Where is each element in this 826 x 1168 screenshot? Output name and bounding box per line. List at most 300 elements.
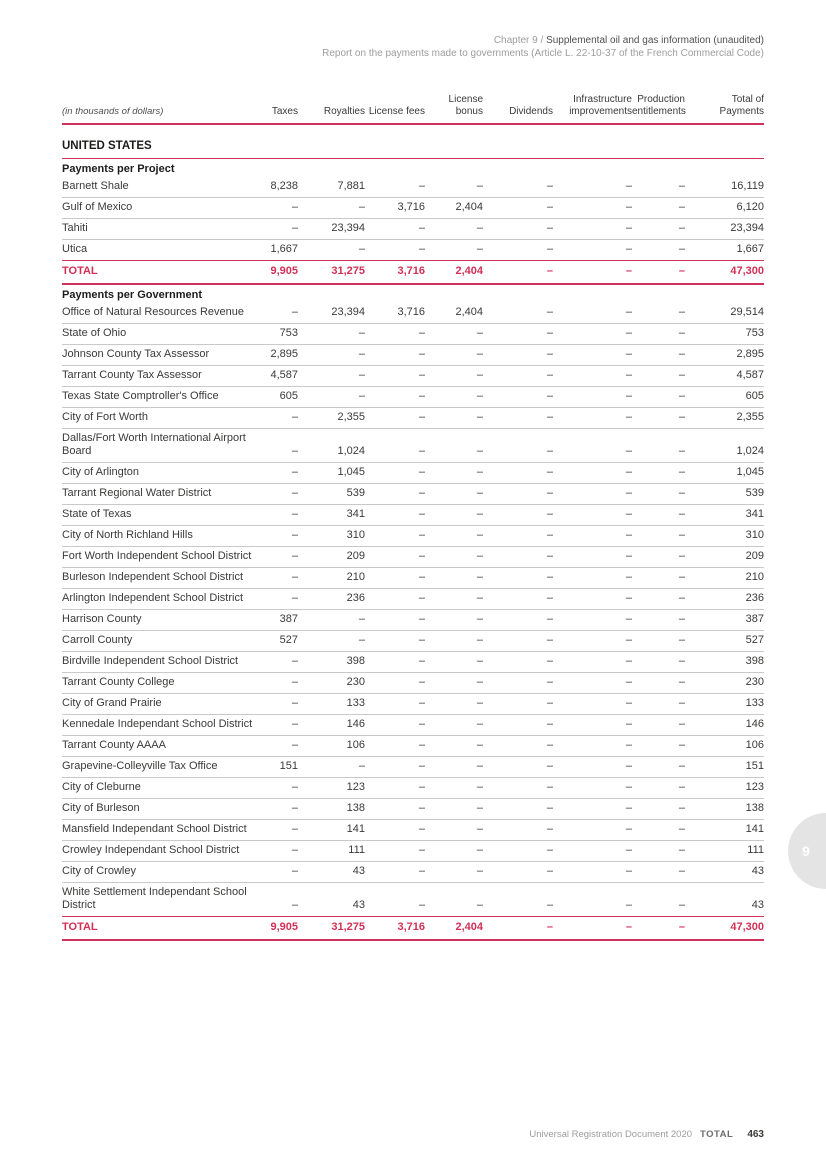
- cell-value: –: [425, 505, 483, 526]
- cell-value: –: [483, 631, 553, 652]
- row-label: Grapevine-Colleyville Tax Office: [62, 757, 262, 778]
- row-label: State of Texas: [62, 505, 262, 526]
- cell-value: –: [632, 526, 685, 547]
- cell-value: –: [483, 408, 553, 429]
- table-row: [62, 177, 764, 198]
- row-label: Fort Worth Independent School District: [62, 547, 262, 568]
- table-row: [62, 568, 764, 589]
- cell-value: –: [365, 505, 425, 526]
- total-label: TOTAL: [62, 917, 262, 941]
- table-row: [62, 324, 764, 345]
- chapter-side-tab: [788, 813, 826, 889]
- total-value: 47,300: [685, 917, 764, 941]
- cell-value: –: [365, 652, 425, 673]
- cell-value: –: [632, 303, 685, 324]
- cell-value: –: [425, 673, 483, 694]
- cell-value: –: [262, 736, 298, 757]
- cell-value: –: [425, 589, 483, 610]
- cell-value: –: [298, 610, 365, 631]
- table-row: [62, 736, 764, 757]
- cell-value: –: [298, 757, 365, 778]
- cell-value: –: [365, 631, 425, 652]
- cell-value: –: [262, 778, 298, 799]
- row-label: Carroll County: [62, 631, 262, 652]
- cell-value: –: [298, 387, 365, 408]
- row-label: Crowley Independant School District: [62, 841, 262, 862]
- cell-value: 138: [685, 799, 764, 820]
- page-footer: [529, 1129, 764, 1140]
- cell-value: –: [365, 324, 425, 345]
- cell-value: –: [425, 219, 483, 240]
- cell-value: –: [553, 652, 632, 673]
- cell-value: –: [365, 736, 425, 757]
- table-row: [62, 820, 764, 841]
- cell-value: –: [262, 463, 298, 484]
- page-header: [322, 34, 764, 60]
- cell-value: –: [365, 526, 425, 547]
- row-label: Burleson Independent School District: [62, 568, 262, 589]
- total-row: [62, 917, 764, 941]
- header-line-1: [322, 34, 764, 47]
- row-label: Tahiti: [62, 219, 262, 240]
- col-header-infrastructure-improvements: Infrastructure improvements: [553, 94, 632, 124]
- table-row: [62, 345, 764, 366]
- cell-value: –: [262, 841, 298, 862]
- cell-value: –: [425, 387, 483, 408]
- cell-value: –: [632, 568, 685, 589]
- col-header-taxes: Taxes: [262, 94, 298, 124]
- cell-value: –: [365, 820, 425, 841]
- cell-value: –: [632, 820, 685, 841]
- cell-value: –: [425, 240, 483, 261]
- cell-value: –: [483, 778, 553, 799]
- row-label: Tarrant County College: [62, 673, 262, 694]
- total-value: 3,716: [365, 917, 425, 941]
- cell-value: –: [483, 366, 553, 387]
- cell-value: –: [262, 505, 298, 526]
- cell-value: –: [483, 463, 553, 484]
- cell-value: 146: [298, 715, 365, 736]
- cell-value: 527: [262, 631, 298, 652]
- cell-value: –: [365, 345, 425, 366]
- cell-value: 210: [298, 568, 365, 589]
- cell-value: –: [262, 820, 298, 841]
- total-label: TOTAL: [62, 261, 262, 285]
- cell-value: –: [483, 568, 553, 589]
- cell-value: –: [483, 547, 553, 568]
- row-label: Texas State Comptroller's Office: [62, 387, 262, 408]
- col-header-license-bonus: License bonus: [425, 94, 483, 124]
- cell-value: 2,895: [262, 345, 298, 366]
- cell-value: –: [425, 429, 483, 463]
- footer-page-number: 463: [747, 1129, 764, 1140]
- cell-value: 527: [685, 631, 764, 652]
- cell-value: –: [365, 862, 425, 883]
- cell-value: 2,355: [298, 408, 365, 429]
- cell-value: –: [553, 366, 632, 387]
- cell-value: 4,587: [262, 366, 298, 387]
- cell-value: –: [632, 240, 685, 261]
- cell-value: 310: [298, 526, 365, 547]
- cell-value: 141: [298, 820, 365, 841]
- cell-value: 23,394: [685, 219, 764, 240]
- cell-value: –: [632, 429, 685, 463]
- cell-value: 341: [685, 505, 764, 526]
- cell-value: 398: [685, 652, 764, 673]
- cell-value: 341: [298, 505, 365, 526]
- cell-value: 236: [298, 589, 365, 610]
- cell-value: –: [632, 736, 685, 757]
- cell-value: –: [553, 429, 632, 463]
- total-value: 31,275: [298, 261, 365, 285]
- cell-value: –: [632, 652, 685, 673]
- cell-value: 753: [262, 324, 298, 345]
- row-label: Arlington Independent School District: [62, 589, 262, 610]
- cell-value: –: [483, 736, 553, 757]
- table-row: [62, 610, 764, 631]
- unit-label: (in thousands of dollars): [62, 94, 262, 124]
- cell-value: –: [553, 589, 632, 610]
- cell-value: –: [365, 778, 425, 799]
- cell-value: –: [298, 345, 365, 366]
- cell-value: –: [632, 366, 685, 387]
- cell-value: –: [632, 715, 685, 736]
- cell-value: –: [483, 324, 553, 345]
- cell-value: –: [262, 429, 298, 463]
- cell-value: –: [632, 673, 685, 694]
- cell-value: –: [365, 408, 425, 429]
- cell-value: –: [553, 820, 632, 841]
- cell-value: –: [262, 799, 298, 820]
- cell-value: –: [262, 219, 298, 240]
- cell-value: –: [365, 673, 425, 694]
- cell-value: 3,716: [365, 303, 425, 324]
- cell-value: 310: [685, 526, 764, 547]
- cell-value: –: [553, 324, 632, 345]
- cell-value: –: [365, 799, 425, 820]
- cell-value: –: [553, 673, 632, 694]
- table-row: [62, 883, 764, 917]
- table-row: [62, 589, 764, 610]
- row-label: Gulf of Mexico: [62, 198, 262, 219]
- cell-value: –: [262, 673, 298, 694]
- cell-value: –: [365, 484, 425, 505]
- row-label: Utica: [62, 240, 262, 261]
- cell-value: –: [425, 610, 483, 631]
- row-label: Tarrant County Tax Assessor: [62, 366, 262, 387]
- cell-value: –: [425, 366, 483, 387]
- row-label: Johnson County Tax Assessor: [62, 345, 262, 366]
- cell-value: –: [553, 198, 632, 219]
- cell-value: –: [425, 778, 483, 799]
- cell-value: –: [483, 673, 553, 694]
- cell-value: 23,394: [298, 303, 365, 324]
- cell-value: 210: [685, 568, 764, 589]
- cell-value: –: [365, 568, 425, 589]
- cell-value: 151: [685, 757, 764, 778]
- cell-value: –: [365, 463, 425, 484]
- table-row: [62, 673, 764, 694]
- cell-value: –: [365, 757, 425, 778]
- cell-value: –: [483, 387, 553, 408]
- cell-value: –: [553, 736, 632, 757]
- cell-value: –: [262, 652, 298, 673]
- cell-value: –: [483, 715, 553, 736]
- footer-document-title: Universal Registration Document 2020: [529, 1129, 693, 1140]
- cell-value: –: [553, 694, 632, 715]
- table-row: [62, 694, 764, 715]
- cell-value: –: [553, 505, 632, 526]
- cell-value: –: [262, 526, 298, 547]
- table-row: [62, 387, 764, 408]
- cell-value: –: [483, 799, 553, 820]
- table-row: [62, 240, 764, 261]
- cell-value: 4,587: [685, 366, 764, 387]
- cell-value: –: [262, 303, 298, 324]
- table-row: [62, 778, 764, 799]
- cell-value: –: [483, 484, 553, 505]
- row-label: City of Burleson: [62, 799, 262, 820]
- cell-value: –: [425, 736, 483, 757]
- cell-value: 387: [685, 610, 764, 631]
- cell-value: –: [425, 820, 483, 841]
- country-label: UNITED STATES: [62, 124, 764, 159]
- cell-value: –: [483, 198, 553, 219]
- cell-value: –: [365, 429, 425, 463]
- chapter-label: Chapter 9 /: [493, 35, 547, 46]
- cell-value: 133: [685, 694, 764, 715]
- cell-value: –: [425, 408, 483, 429]
- total-value: 31,275: [298, 917, 365, 941]
- cell-value: –: [483, 610, 553, 631]
- row-label: Kennedale Independant School District: [62, 715, 262, 736]
- cell-value: –: [553, 177, 632, 198]
- cell-value: –: [483, 505, 553, 526]
- cell-value: –: [425, 345, 483, 366]
- cell-value: –: [553, 715, 632, 736]
- section-heading-row: [62, 284, 764, 303]
- total-value: 47,300: [685, 261, 764, 285]
- payments-table-area: [62, 94, 764, 941]
- cell-value: –: [632, 589, 685, 610]
- cell-value: 133: [298, 694, 365, 715]
- cell-value: –: [365, 240, 425, 261]
- col-header-license-fees: License fees: [365, 94, 425, 124]
- cell-value: 387: [262, 610, 298, 631]
- total-row: [62, 261, 764, 285]
- total-value: –: [553, 917, 632, 941]
- col-header-dividends: Dividends: [483, 94, 553, 124]
- row-label: City of Arlington: [62, 463, 262, 484]
- cell-value: –: [425, 177, 483, 198]
- cell-value: –: [262, 198, 298, 219]
- cell-value: –: [632, 219, 685, 240]
- cell-value: 111: [685, 841, 764, 862]
- cell-value: 8,238: [262, 177, 298, 198]
- row-label: Birdville Independent School District: [62, 652, 262, 673]
- footer-brand-logo: TOTAL: [700, 1129, 734, 1140]
- cell-value: 2,404: [425, 198, 483, 219]
- cell-value: 7,881: [298, 177, 365, 198]
- col-header-total-of-payments: Total of Payments: [685, 94, 764, 124]
- cell-value: –: [425, 631, 483, 652]
- cell-value: –: [425, 568, 483, 589]
- cell-value: –: [262, 408, 298, 429]
- chapter-title: Supplemental oil and gas information (unaudited): [546, 35, 764, 46]
- cell-value: 3,716: [365, 198, 425, 219]
- col-header-royalties: Royalties: [298, 94, 365, 124]
- table-row: [62, 526, 764, 547]
- cell-value: –: [483, 177, 553, 198]
- cell-value: –: [298, 631, 365, 652]
- cell-value: 539: [685, 484, 764, 505]
- cell-value: 539: [298, 484, 365, 505]
- cell-value: –: [483, 219, 553, 240]
- section-heading: Payments per Project: [62, 163, 175, 175]
- cell-value: –: [483, 652, 553, 673]
- cell-value: –: [365, 610, 425, 631]
- cell-value: –: [365, 366, 425, 387]
- cell-value: –: [553, 463, 632, 484]
- cell-value: –: [553, 526, 632, 547]
- total-value: 9,905: [262, 261, 298, 285]
- section-heading: Payments per Government: [62, 289, 202, 301]
- cell-value: –: [632, 198, 685, 219]
- table-row: [62, 652, 764, 673]
- table-row: [62, 841, 764, 862]
- cell-value: –: [262, 715, 298, 736]
- cell-value: 123: [685, 778, 764, 799]
- cell-value: 111: [298, 841, 365, 862]
- cell-value: –: [365, 547, 425, 568]
- cell-value: 43: [298, 883, 365, 917]
- cell-value: –: [553, 631, 632, 652]
- cell-value: –: [483, 694, 553, 715]
- table-row: [62, 198, 764, 219]
- cell-value: –: [425, 862, 483, 883]
- cell-value: –: [425, 324, 483, 345]
- row-label: Harrison County: [62, 610, 262, 631]
- cell-value: –: [632, 757, 685, 778]
- cell-value: 230: [298, 673, 365, 694]
- row-label: Dallas/Fort Worth International Airport Board: [62, 429, 262, 463]
- cell-value: –: [425, 652, 483, 673]
- cell-value: –: [262, 862, 298, 883]
- col-header-production-entitlements: Production entitlements: [632, 94, 685, 124]
- cell-value: –: [365, 387, 425, 408]
- cell-value: –: [262, 589, 298, 610]
- cell-value: –: [425, 694, 483, 715]
- cell-value: –: [632, 505, 685, 526]
- cell-value: 1,667: [262, 240, 298, 261]
- cell-value: 151: [262, 757, 298, 778]
- chapter-tab-number: 9: [802, 843, 810, 859]
- cell-value: 605: [262, 387, 298, 408]
- cell-value: 2,404: [425, 303, 483, 324]
- cell-value: –: [262, 883, 298, 917]
- cell-value: –: [632, 841, 685, 862]
- cell-value: –: [632, 862, 685, 883]
- cell-value: –: [425, 484, 483, 505]
- cell-value: –: [553, 219, 632, 240]
- table-header-row: [62, 94, 764, 124]
- cell-value: –: [632, 610, 685, 631]
- table-row: [62, 799, 764, 820]
- cell-value: –: [483, 841, 553, 862]
- cell-value: –: [632, 694, 685, 715]
- row-label: State of Ohio: [62, 324, 262, 345]
- cell-value: –: [425, 715, 483, 736]
- cell-value: –: [632, 883, 685, 917]
- row-label: Office of Natural Resources Revenue: [62, 303, 262, 324]
- cell-value: –: [483, 240, 553, 261]
- cell-value: –: [553, 240, 632, 261]
- row-label: White Settlement Independant School District: [62, 883, 262, 917]
- cell-value: –: [553, 547, 632, 568]
- cell-value: –: [553, 862, 632, 883]
- table-header: [62, 94, 764, 124]
- total-value: –: [483, 261, 553, 285]
- cell-value: 141: [685, 820, 764, 841]
- cell-value: –: [425, 757, 483, 778]
- country-row: [62, 124, 764, 159]
- cell-value: –: [425, 526, 483, 547]
- section-heading-row: [62, 159, 764, 178]
- cell-value: –: [553, 303, 632, 324]
- cell-value: 236: [685, 589, 764, 610]
- cell-value: –: [632, 408, 685, 429]
- cell-value: 106: [685, 736, 764, 757]
- cell-value: –: [262, 547, 298, 568]
- cell-value: 753: [685, 324, 764, 345]
- cell-value: –: [483, 820, 553, 841]
- row-label: Tarrant Regional Water District: [62, 484, 262, 505]
- cell-value: 209: [685, 547, 764, 568]
- row-label: Barnett Shale: [62, 177, 262, 198]
- cell-value: –: [553, 799, 632, 820]
- cell-value: –: [553, 408, 632, 429]
- cell-value: 123: [298, 778, 365, 799]
- table-row: [62, 505, 764, 526]
- cell-value: 230: [685, 673, 764, 694]
- table-row: [62, 219, 764, 240]
- cell-value: 1,045: [685, 463, 764, 484]
- payments-table: [62, 94, 764, 941]
- cell-value: –: [632, 177, 685, 198]
- total-value: –: [553, 261, 632, 285]
- table-row: [62, 429, 764, 463]
- table-row: [62, 463, 764, 484]
- cell-value: 138: [298, 799, 365, 820]
- cell-value: –: [298, 198, 365, 219]
- cell-value: 146: [685, 715, 764, 736]
- cell-value: –: [632, 463, 685, 484]
- cell-value: –: [483, 303, 553, 324]
- row-label: City of Cleburne: [62, 778, 262, 799]
- cell-value: 43: [685, 862, 764, 883]
- cell-value: –: [632, 631, 685, 652]
- table-row: [62, 366, 764, 387]
- cell-value: 1,024: [685, 429, 764, 463]
- total-value: 3,716: [365, 261, 425, 285]
- cell-value: –: [298, 324, 365, 345]
- table-row: [62, 757, 764, 778]
- cell-value: –: [425, 463, 483, 484]
- cell-value: –: [483, 883, 553, 917]
- table-row: [62, 715, 764, 736]
- cell-value: –: [483, 589, 553, 610]
- cell-value: –: [365, 841, 425, 862]
